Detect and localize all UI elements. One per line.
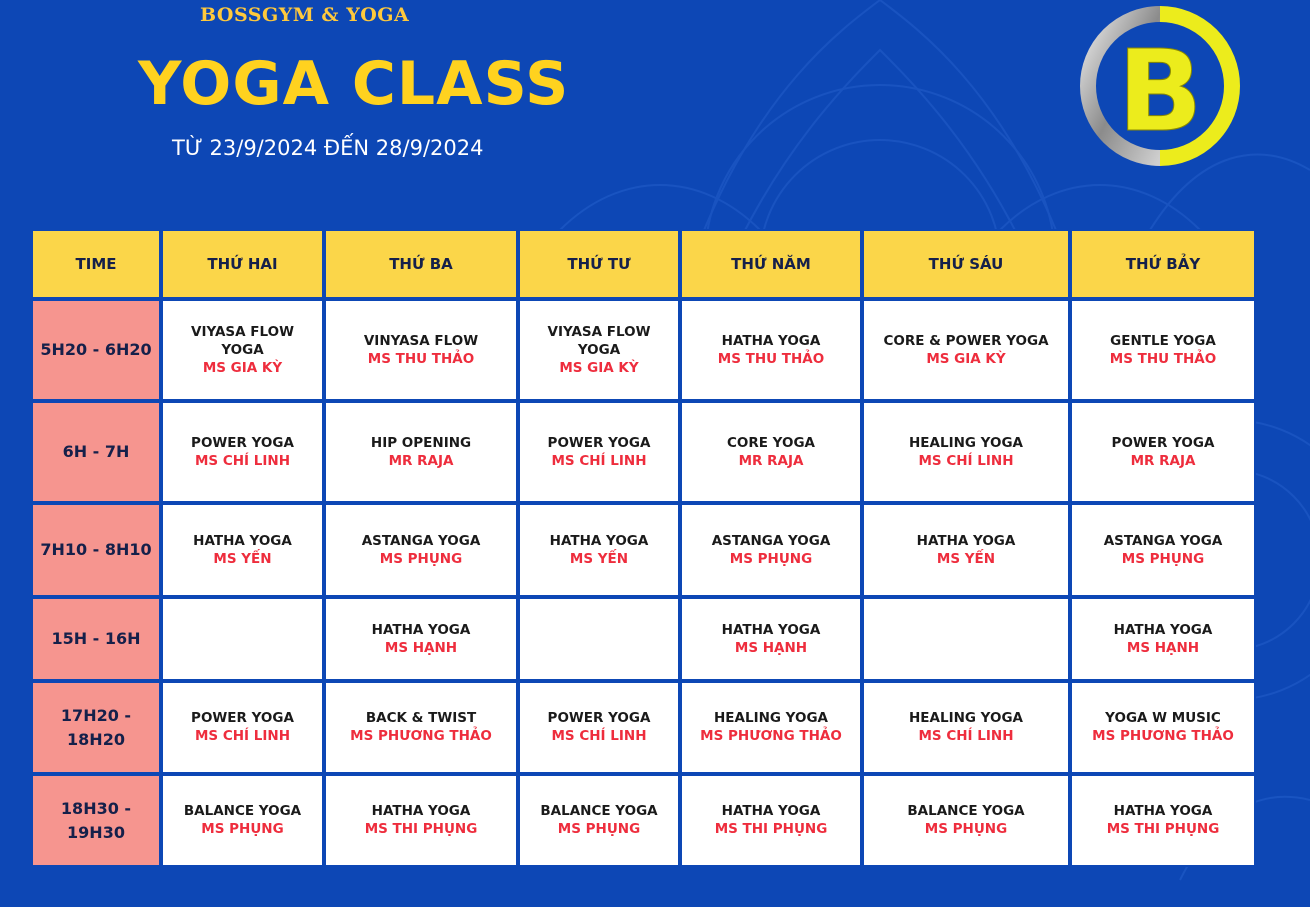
class-name: HATHA YOGA — [1113, 803, 1213, 819]
class-slot-cell — [161, 681, 324, 774]
time-slot-label: 5H20 - 6H20 — [31, 299, 161, 401]
class-name: VINYASA FLOW — [363, 332, 479, 349]
class-slot-cell — [862, 681, 1070, 774]
class-name: VIYASA FLOW YOGA — [191, 323, 294, 358]
time-slot-label: 18H30 - 19H30 — [31, 774, 161, 867]
teacher-name: MS GIA KỲ — [202, 359, 283, 376]
class-slot-cell — [1070, 774, 1256, 867]
class-name: POWER YOGA — [1111, 434, 1215, 451]
class-name: HATHA YOGA — [371, 803, 471, 819]
teacher-name: MS PHƯƠNG THẢO — [350, 728, 492, 744]
class-slot-cell — [680, 681, 862, 774]
class-slot-cell — [862, 597, 1070, 681]
class-name: HEALING YOGA — [909, 710, 1023, 726]
class-slot-cell — [862, 299, 1070, 401]
teacher-name: MS CHÍ LINH — [918, 728, 1014, 744]
class-name: HATHA YOGA — [549, 532, 649, 549]
class-name: BALANCE YOGA — [907, 803, 1025, 819]
teacher-name: MS THI PHỤNG — [1106, 821, 1220, 837]
class-name: CORE & POWER YOGA — [883, 332, 1049, 349]
class-name: CORE YOGA — [726, 434, 815, 451]
class-name: HATHA YOGA — [1113, 621, 1213, 638]
time-column-header: TIME — [31, 229, 161, 299]
teacher-name: MS PHỤNG — [924, 821, 1008, 837]
class-name: BALANCE YOGA — [540, 803, 658, 819]
class-slot-cell — [161, 597, 324, 681]
teacher-name: MS HẠNH — [1126, 639, 1200, 656]
day-header-thu-nam: THỨ NĂM — [680, 229, 862, 299]
class-name: POWER YOGA — [547, 710, 651, 726]
class-name: POWER YOGA — [547, 434, 651, 451]
class-name: ASTANGA YOGA — [1103, 532, 1223, 549]
day-header-thu-hai: THỨ HAI — [161, 229, 324, 299]
page-title: YOGA CLASS — [138, 49, 570, 119]
class-slot-cell — [161, 774, 324, 867]
teacher-name: MS GIA KỲ — [559, 359, 639, 376]
teacher-name: MS THI PHỤNG — [714, 821, 828, 837]
class-name: POWER YOGA — [191, 710, 294, 726]
class-name: HIP OPENING — [370, 434, 472, 451]
class-name: BALANCE YOGA — [183, 803, 302, 819]
teacher-name: MS CHÍ LINH — [551, 452, 647, 469]
teacher-name: MS PHỤNG — [729, 550, 813, 567]
class-slot-cell — [161, 299, 324, 401]
class-slot-cell — [518, 299, 680, 401]
class-slot-cell — [324, 299, 518, 401]
teacher-name: MS GIA KỲ — [926, 350, 1006, 367]
day-header-thu-bay: THỨ BẢY — [1070, 229, 1256, 299]
class-slot-cell — [680, 774, 862, 867]
teacher-name: MS PHỤNG — [557, 821, 641, 837]
teacher-name: MR RAJA — [388, 452, 454, 469]
class-slot-cell — [680, 401, 862, 503]
class-slot-cell — [1070, 401, 1256, 503]
class-name: HATHA YOGA — [721, 621, 821, 638]
teacher-name: MS PHƯƠNG THẢO — [700, 728, 842, 744]
class-slot-cell — [324, 774, 518, 867]
class-slot-cell — [324, 503, 518, 597]
class-slot-cell — [518, 401, 680, 503]
time-slot-label: 15H - 16H — [31, 597, 161, 681]
class-name: ASTANGA YOGA — [361, 532, 481, 549]
teacher-name: MS THI PHỤNG — [364, 821, 478, 837]
class-name: VIYASA FLOW YOGA — [547, 323, 651, 358]
class-name: ASTANGA YOGA — [711, 532, 831, 549]
class-name: GENTLE YOGA — [1110, 332, 1216, 349]
teacher-name: MS CHÍ LINH — [918, 452, 1014, 469]
class-slot-cell — [324, 597, 518, 681]
class-name: HEALING YOGA — [909, 434, 1023, 451]
class-slot-cell — [518, 681, 680, 774]
class-slot-cell — [518, 597, 680, 681]
class-slot-cell — [680, 597, 862, 681]
teacher-name: MS PHƯƠNG THẢO — [1092, 728, 1234, 744]
class-name: HATHA YOGA — [916, 532, 1016, 549]
class-name: BACK & TWIST — [365, 710, 477, 726]
teacher-name: MS YẾN — [936, 550, 996, 567]
teacher-name: MS CHÍ LINH — [551, 728, 647, 744]
class-name: HATHA YOGA — [371, 621, 471, 638]
class-slot-cell — [680, 299, 862, 401]
bossgym-b-logo-icon — [1080, 6, 1240, 166]
class-slot-cell — [518, 503, 680, 597]
teacher-name: MR RAJA — [1130, 452, 1196, 469]
teacher-name: MS CHÍ LINH — [194, 728, 290, 744]
teacher-name: MS PHỤNG — [379, 550, 463, 567]
class-name: YOGA W MUSIC — [1105, 710, 1221, 726]
schedule-table — [31, 229, 1256, 867]
teacher-name: MS THU THẢO — [367, 350, 475, 367]
class-name: HEALING YOGA — [714, 710, 828, 726]
class-slot-cell — [680, 503, 862, 597]
time-slot-label: 17H20 - 18H20 — [31, 681, 161, 774]
teacher-name: MR RAJA — [738, 452, 804, 469]
teacher-name: MS YẾN — [213, 550, 272, 567]
teacher-name: MS CHÍ LINH — [194, 452, 290, 469]
class-name: HATHA YOGA — [721, 803, 821, 819]
time-slot-label: 7H10 - 8H10 — [31, 503, 161, 597]
class-slot-cell — [862, 774, 1070, 867]
class-slot-cell — [161, 503, 324, 597]
teacher-name: MS PHỤNG — [1121, 550, 1205, 567]
class-slot-cell — [1070, 503, 1256, 597]
teacher-name: MS THU THẢO — [717, 350, 825, 367]
date-range: TỪ 23/9/2024 ĐẾN 28/9/2024 — [172, 136, 484, 160]
class-slot-cell — [324, 681, 518, 774]
day-header-thu-tu: THỨ TƯ — [518, 229, 680, 299]
teacher-name: MS THU THẢO — [1109, 350, 1217, 367]
class-slot-cell — [324, 401, 518, 503]
svg-text:B: B — [1117, 27, 1203, 157]
teacher-name: MS PHỤNG — [201, 821, 284, 837]
class-name: HATHA YOGA — [193, 532, 292, 549]
class-slot-cell — [161, 401, 324, 503]
class-slot-cell — [1070, 299, 1256, 401]
teacher-name: MS YẾN — [569, 550, 629, 567]
class-slot-cell — [518, 774, 680, 867]
teacher-name: MS HẠNH — [734, 639, 808, 656]
class-name: POWER YOGA — [191, 434, 294, 451]
day-header-thu-ba: THỨ BA — [324, 229, 518, 299]
class-name: HATHA YOGA — [721, 332, 821, 349]
class-slot-cell — [862, 503, 1070, 597]
class-slot-cell — [862, 401, 1070, 503]
time-slot-label: 6H - 7H — [31, 401, 161, 503]
day-header-thu-sau: THỨ SÁU — [862, 229, 1070, 299]
class-slot-cell — [1070, 597, 1256, 681]
gym-brand-name: BOSSGYM & YOGA — [200, 4, 410, 26]
class-slot-cell — [1070, 681, 1256, 774]
teacher-name: MS HẠNH — [384, 639, 458, 656]
